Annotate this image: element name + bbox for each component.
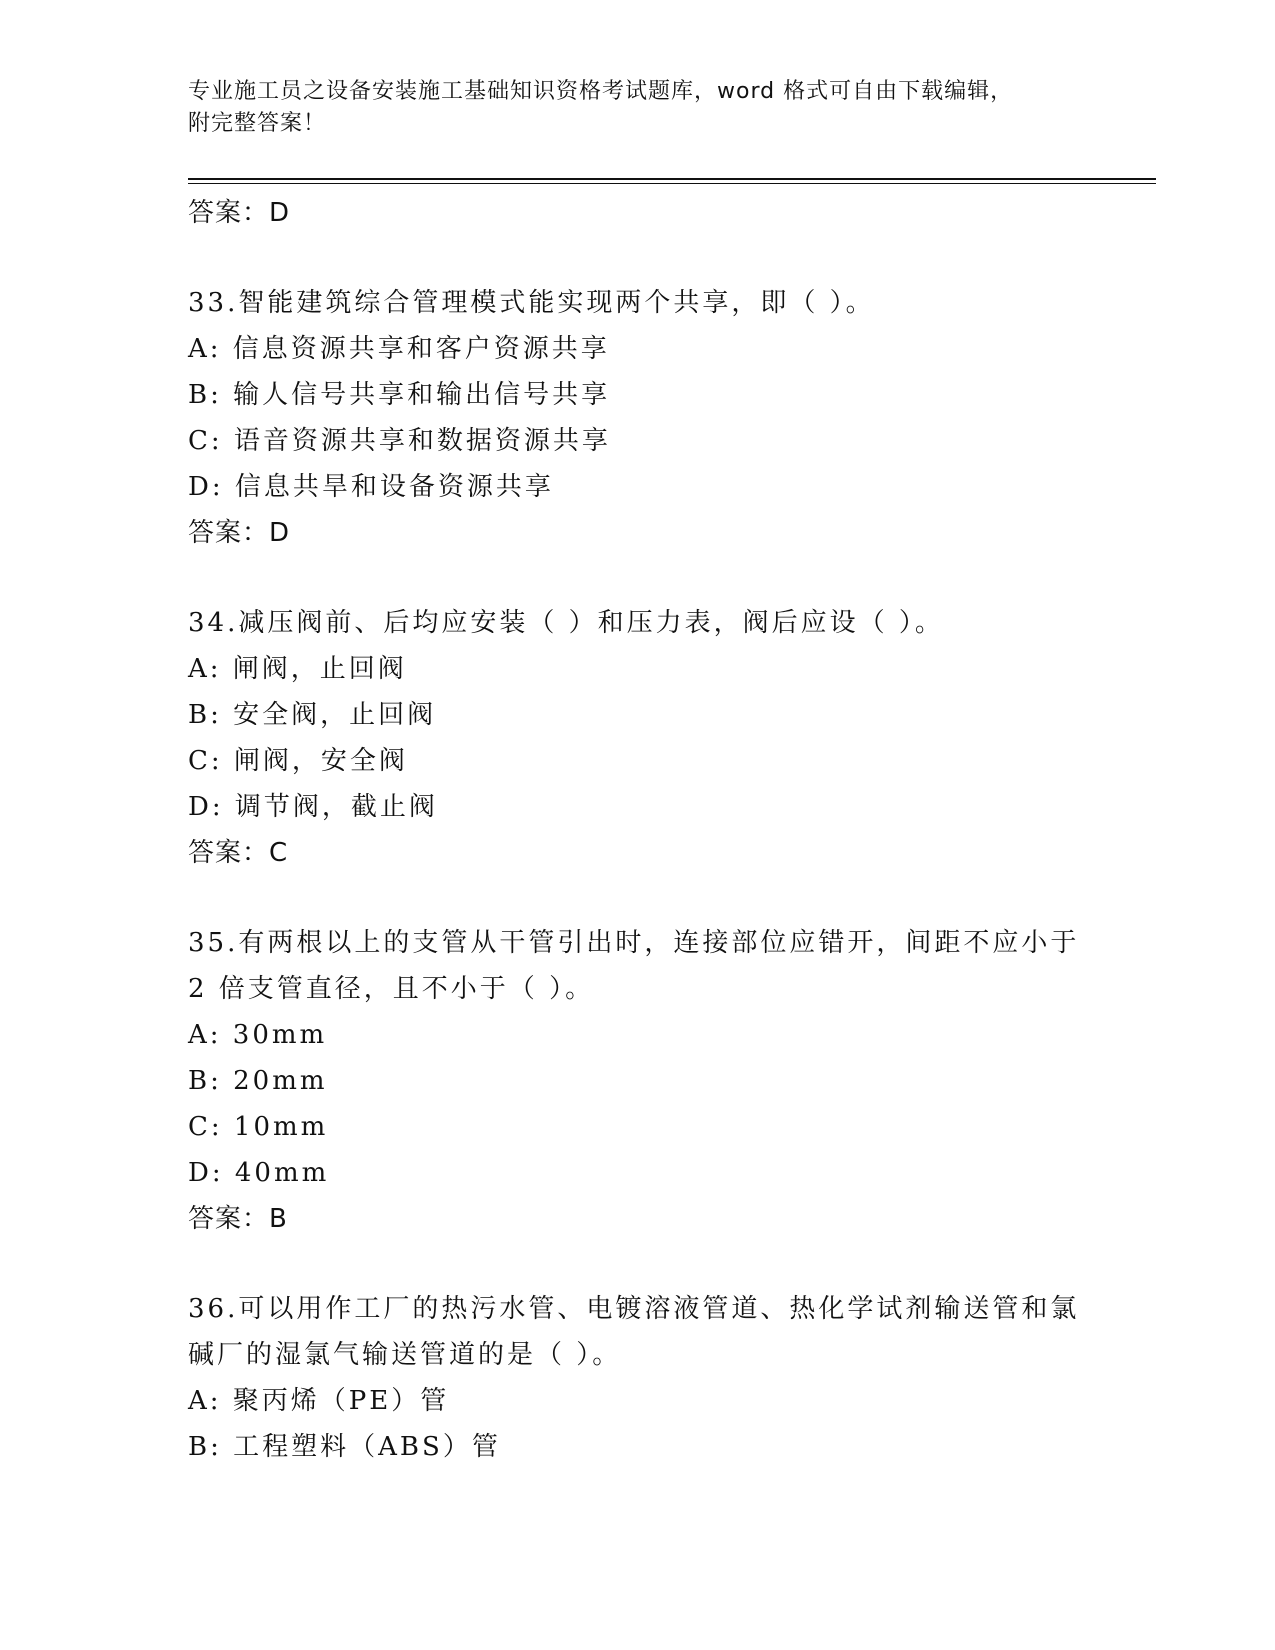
question-stem: 34.减压阀前、后均应安装（ ）和压力表，阀后应设（ ）。 <box>188 608 944 638</box>
answer-label: 答案：D <box>188 198 291 228</box>
option-d: D: 信息共旱和设备资源共享 <box>188 472 554 502</box>
option-d: D: 40mm <box>188 1158 330 1188</box>
answer-label: 答案：D <box>188 518 291 548</box>
question-stem-line-2: 2 倍支管直径，且不小于（ ）。 <box>188 974 595 1004</box>
option-b: B: 安全阀，止回阀 <box>188 700 437 730</box>
answer-label: 答案：B <box>188 1204 288 1234</box>
question-stem: 33.智能建筑综合管理模式能实现两个共享，即（ ）。 <box>188 288 875 318</box>
option-a: A: 闸阀，止回阀 <box>188 654 407 684</box>
document-body <box>188 190 1088 1470</box>
option-c: C: 10mm <box>188 1112 329 1142</box>
option-d: D: 调节阀，截止阀 <box>188 792 438 822</box>
question-stem-line-1: 36.可以用作工厂的热污水管、电镀溶液管道、热化学试剂输送管和氯 <box>188 1294 1080 1324</box>
question-36 <box>188 1286 1088 1470</box>
header-divider-thin <box>188 183 1156 184</box>
header-line-2: 附完整答案！ <box>188 111 327 136</box>
option-a: A: 聚丙烯（PE）管 <box>188 1386 450 1416</box>
option-c: C: 语音资源共享和数据资源共享 <box>188 426 611 456</box>
answer-label: 答案：C <box>188 838 289 868</box>
option-b: B: 20mm <box>188 1066 328 1096</box>
option-b: B: 工程塑料（ABS）管 <box>188 1432 501 1462</box>
document-header <box>188 76 1088 140</box>
header-line-1: 专业施工员之设备安装施工基础知识资格考试题库，word 格式可自由下载编辑， <box>188 79 1014 104</box>
question-stem-line-2: 碱厂的湿氯气输送管道的是（ ）。 <box>188 1340 622 1370</box>
question-stem-line-1: 35.有两根以上的支管从干管引出时，连接部位应错开，间距不应小于 <box>188 928 1080 958</box>
question-34 <box>188 600 1088 876</box>
option-b: B: 输人信号共享和输出信号共享 <box>188 380 611 410</box>
question-35 <box>188 920 1088 1242</box>
option-a: A: 30mm <box>188 1020 328 1050</box>
option-a: A: 信息资源共享和客户资源共享 <box>188 334 610 364</box>
question-33 <box>188 280 1088 556</box>
option-c: C: 闸阀，安全阀 <box>188 746 408 776</box>
header-divider-thick <box>188 178 1156 180</box>
